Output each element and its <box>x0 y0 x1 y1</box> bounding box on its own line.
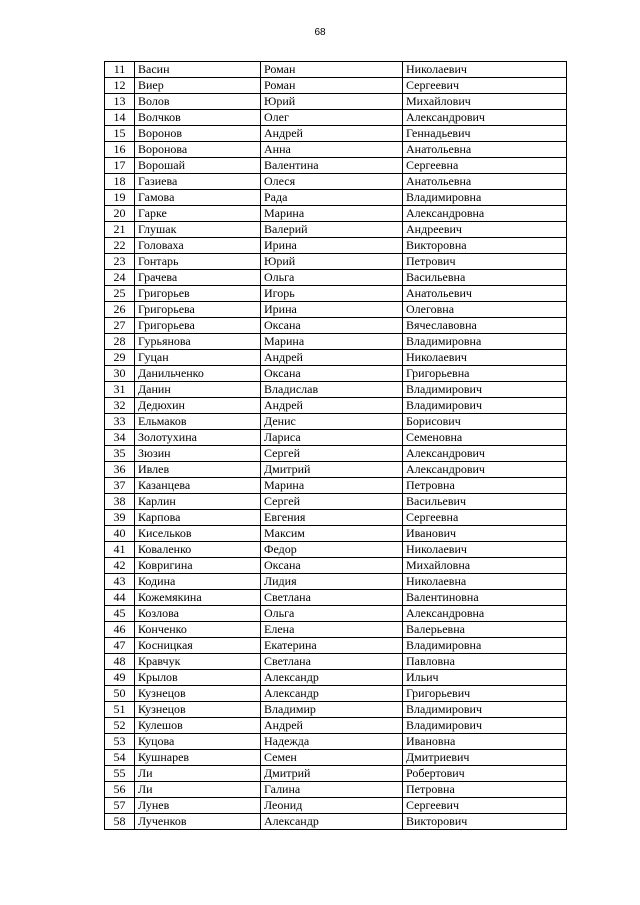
table-row <box>105 638 567 654</box>
row-number-cell: 35 <box>105 446 135 462</box>
row-number-cell: 51 <box>105 702 135 718</box>
row-number-cell: 56 <box>105 782 135 798</box>
row-number-cell: 11 <box>105 62 135 78</box>
row-number-cell: 32 <box>105 398 135 414</box>
patronymic-cell: Петрович <box>403 254 567 270</box>
last-name-cell: Золотухина <box>135 430 261 446</box>
last-name-cell: Газиева <box>135 174 261 190</box>
patronymic-cell: Васильевич <box>403 494 567 510</box>
row-number-cell: 28 <box>105 334 135 350</box>
last-name-cell: Лунев <box>135 798 261 814</box>
patronymic-cell: Семеновна <box>403 430 567 446</box>
last-name-cell: Волов <box>135 94 261 110</box>
row-number-cell: 40 <box>105 526 135 542</box>
last-name-cell: Кузнецов <box>135 702 261 718</box>
first-name-cell: Андрей <box>261 126 403 142</box>
last-name-cell: Кравчук <box>135 654 261 670</box>
row-number-cell: 14 <box>105 110 135 126</box>
row-number-cell: 15 <box>105 126 135 142</box>
patronymic-cell: Васильевна <box>403 270 567 286</box>
last-name-cell: Гарке <box>135 206 261 222</box>
patronymic-cell: Григорьевич <box>403 686 567 702</box>
last-name-cell: Волчков <box>135 110 261 126</box>
patronymic-cell: Олеговна <box>403 302 567 318</box>
patronymic-cell: Викторовна <box>403 238 567 254</box>
first-name-cell: Евгения <box>261 510 403 526</box>
first-name-cell: Андрей <box>261 350 403 366</box>
table-row <box>105 798 567 814</box>
row-number-cell: 25 <box>105 286 135 302</box>
patronymic-cell: Александрович <box>403 462 567 478</box>
last-name-cell: Глушак <box>135 222 261 238</box>
first-name-cell: Ирина <box>261 238 403 254</box>
first-name-cell: Денис <box>261 414 403 430</box>
last-name-cell: Козлова <box>135 606 261 622</box>
first-name-cell: Федор <box>261 542 403 558</box>
row-number-cell: 46 <box>105 622 135 638</box>
patronymic-cell: Владимировна <box>403 638 567 654</box>
patronymic-cell: Сергеевна <box>403 158 567 174</box>
first-name-cell: Сергей <box>261 494 403 510</box>
patronymic-cell: Павловна <box>403 654 567 670</box>
patronymic-cell: Валентиновна <box>403 590 567 606</box>
table-row <box>105 414 567 430</box>
last-name-cell: Ковригина <box>135 558 261 574</box>
table-row <box>105 254 567 270</box>
last-name-cell: Ельмаков <box>135 414 261 430</box>
last-name-cell: Григорьева <box>135 302 261 318</box>
last-name-cell: Карлин <box>135 494 261 510</box>
row-number-cell: 48 <box>105 654 135 670</box>
patronymic-cell: Анатольевна <box>403 142 567 158</box>
first-name-cell: Валентина <box>261 158 403 174</box>
patronymic-cell: Владимировна <box>403 190 567 206</box>
row-number-cell: 57 <box>105 798 135 814</box>
last-name-cell: Воронов <box>135 126 261 142</box>
row-number-cell: 44 <box>105 590 135 606</box>
last-name-cell: Кисельков <box>135 526 261 542</box>
row-number-cell: 26 <box>105 302 135 318</box>
table-row <box>105 750 567 766</box>
patronymic-cell: Николаевна <box>403 574 567 590</box>
first-name-cell: Марина <box>261 478 403 494</box>
last-name-cell: Григорьев <box>135 286 261 302</box>
row-number-cell: 47 <box>105 638 135 654</box>
patronymic-cell: Владимировна <box>403 334 567 350</box>
first-name-cell: Александр <box>261 686 403 702</box>
patronymic-cell: Вячеславовна <box>403 318 567 334</box>
first-name-cell: Оксана <box>261 318 403 334</box>
first-name-cell: Роман <box>261 62 403 78</box>
patronymic-cell: Ильич <box>403 670 567 686</box>
table-row <box>105 686 567 702</box>
patronymic-cell: Ивановна <box>403 734 567 750</box>
row-number-cell: 52 <box>105 718 135 734</box>
table-row <box>105 302 567 318</box>
patronymic-cell: Валерьевна <box>403 622 567 638</box>
last-name-cell: Данильченко <box>135 366 261 382</box>
row-number-cell: 34 <box>105 430 135 446</box>
last-name-cell: Зюзин <box>135 446 261 462</box>
table-row <box>105 622 567 638</box>
first-name-cell: Екатерина <box>261 638 403 654</box>
patronymic-cell: Сергеевич <box>403 78 567 94</box>
row-number-cell: 12 <box>105 78 135 94</box>
table-row <box>105 542 567 558</box>
table-row <box>105 366 567 382</box>
row-number-cell: 27 <box>105 318 135 334</box>
first-name-cell: Оксана <box>261 558 403 574</box>
patronymic-cell: Владимирович <box>403 398 567 414</box>
first-name-cell: Олеся <box>261 174 403 190</box>
first-name-cell: Ольга <box>261 270 403 286</box>
table-row <box>105 398 567 414</box>
first-name-cell: Дмитрий <box>261 766 403 782</box>
first-name-cell: Марина <box>261 334 403 350</box>
patronymic-cell: Дмитриевич <box>403 750 567 766</box>
row-number-cell: 49 <box>105 670 135 686</box>
last-name-cell: Ворошай <box>135 158 261 174</box>
last-name-cell: Казанцева <box>135 478 261 494</box>
table-row <box>105 702 567 718</box>
table-row <box>105 238 567 254</box>
first-name-cell: Роман <box>261 78 403 94</box>
last-name-cell: Лученков <box>135 814 261 830</box>
patronymic-cell: Петровна <box>403 478 567 494</box>
roster-table-body <box>105 62 567 830</box>
first-name-cell: Юрий <box>261 94 403 110</box>
last-name-cell: Гонтарь <box>135 254 261 270</box>
table-row <box>105 142 567 158</box>
patronymic-cell: Александровна <box>403 206 567 222</box>
last-name-cell: Косницкая <box>135 638 261 654</box>
table-row <box>105 590 567 606</box>
table-row <box>105 94 567 110</box>
patronymic-cell: Сергеевна <box>403 510 567 526</box>
patronymic-cell: Робертович <box>403 766 567 782</box>
last-name-cell: Грачева <box>135 270 261 286</box>
first-name-cell: Семен <box>261 750 403 766</box>
table-row <box>105 670 567 686</box>
patronymic-cell: Александрович <box>403 446 567 462</box>
first-name-cell: Оксана <box>261 366 403 382</box>
roster-table <box>104 61 567 830</box>
patronymic-cell: Анатольевна <box>403 174 567 190</box>
row-number-cell: 38 <box>105 494 135 510</box>
last-name-cell: Куцова <box>135 734 261 750</box>
last-name-cell: Кушнарев <box>135 750 261 766</box>
row-number-cell: 29 <box>105 350 135 366</box>
row-number-cell: 23 <box>105 254 135 270</box>
first-name-cell: Надежда <box>261 734 403 750</box>
table-row <box>105 718 567 734</box>
patronymic-cell: Сергеевич <box>403 798 567 814</box>
table-row <box>105 478 567 494</box>
table-row <box>105 110 567 126</box>
first-name-cell: Игорь <box>261 286 403 302</box>
first-name-cell: Андрей <box>261 718 403 734</box>
first-name-cell: Александр <box>261 670 403 686</box>
row-number-cell: 54 <box>105 750 135 766</box>
table-row <box>105 766 567 782</box>
last-name-cell: Конченко <box>135 622 261 638</box>
last-name-cell: Кулешов <box>135 718 261 734</box>
last-name-cell: Кузнецов <box>135 686 261 702</box>
last-name-cell: Кожемякина <box>135 590 261 606</box>
table-row <box>105 814 567 830</box>
row-number-cell: 17 <box>105 158 135 174</box>
last-name-cell: Гамова <box>135 190 261 206</box>
row-number-cell: 45 <box>105 606 135 622</box>
first-name-cell: Светлана <box>261 590 403 606</box>
first-name-cell: Александр <box>261 814 403 830</box>
row-number-cell: 30 <box>105 366 135 382</box>
first-name-cell: Владислав <box>261 382 403 398</box>
last-name-cell: Григорьева <box>135 318 261 334</box>
table-row <box>105 222 567 238</box>
last-name-cell: Головаха <box>135 238 261 254</box>
table-row <box>105 62 567 78</box>
table-row <box>105 574 567 590</box>
first-name-cell: Лариса <box>261 430 403 446</box>
first-name-cell: Светлана <box>261 654 403 670</box>
row-number-cell: 37 <box>105 478 135 494</box>
row-number-cell: 39 <box>105 510 135 526</box>
row-number-cell: 36 <box>105 462 135 478</box>
row-number-cell: 55 <box>105 766 135 782</box>
row-number-cell: 53 <box>105 734 135 750</box>
first-name-cell: Олег <box>261 110 403 126</box>
first-name-cell: Сергей <box>261 446 403 462</box>
row-number-cell: 16 <box>105 142 135 158</box>
first-name-cell: Валерий <box>261 222 403 238</box>
first-name-cell: Рада <box>261 190 403 206</box>
table-row <box>105 126 567 142</box>
first-name-cell: Марина <box>261 206 403 222</box>
table-row <box>105 430 567 446</box>
first-name-cell: Владимир <box>261 702 403 718</box>
table-row <box>105 654 567 670</box>
table-row <box>105 334 567 350</box>
table-row <box>105 494 567 510</box>
row-number-cell: 21 <box>105 222 135 238</box>
patronymic-cell: Владимирович <box>403 718 567 734</box>
last-name-cell: Карпова <box>135 510 261 526</box>
first-name-cell: Елена <box>261 622 403 638</box>
table-row <box>105 606 567 622</box>
table-row <box>105 510 567 526</box>
first-name-cell: Леонид <box>261 798 403 814</box>
row-number-cell: 58 <box>105 814 135 830</box>
last-name-cell: Воронова <box>135 142 261 158</box>
patronymic-cell: Николаевич <box>403 62 567 78</box>
patronymic-cell: Григорьевна <box>403 366 567 382</box>
patronymic-cell: Михайлович <box>403 94 567 110</box>
row-number-cell: 50 <box>105 686 135 702</box>
patronymic-cell: Владимирович <box>403 382 567 398</box>
patronymic-cell: Владимирович <box>403 702 567 718</box>
last-name-cell: Гуцан <box>135 350 261 366</box>
table-row <box>105 734 567 750</box>
first-name-cell: Лидия <box>261 574 403 590</box>
first-name-cell: Андрей <box>261 398 403 414</box>
row-number-cell: 31 <box>105 382 135 398</box>
last-name-cell: Дедюхин <box>135 398 261 414</box>
last-name-cell: Васин <box>135 62 261 78</box>
last-name-cell: Виер <box>135 78 261 94</box>
last-name-cell: Гурьянова <box>135 334 261 350</box>
table-row <box>105 318 567 334</box>
patronymic-cell: Андреевич <box>403 222 567 238</box>
table-row <box>105 350 567 366</box>
row-number-cell: 22 <box>105 238 135 254</box>
patronymic-cell: Геннадьевич <box>403 126 567 142</box>
table-row <box>105 286 567 302</box>
last-name-cell: Ивлев <box>135 462 261 478</box>
patronymic-cell: Александровна <box>403 606 567 622</box>
last-name-cell: Ли <box>135 766 261 782</box>
row-number-cell: 41 <box>105 542 135 558</box>
table-row <box>105 382 567 398</box>
table-row <box>105 526 567 542</box>
row-number-cell: 19 <box>105 190 135 206</box>
first-name-cell: Галина <box>261 782 403 798</box>
row-number-cell: 20 <box>105 206 135 222</box>
table-row <box>105 446 567 462</box>
patronymic-cell: Николаевич <box>403 350 567 366</box>
row-number-cell: 13 <box>105 94 135 110</box>
row-number-cell: 24 <box>105 270 135 286</box>
patronymic-cell: Александрович <box>403 110 567 126</box>
row-number-cell: 33 <box>105 414 135 430</box>
first-name-cell: Анна <box>261 142 403 158</box>
patronymic-cell: Иванович <box>403 526 567 542</box>
first-name-cell: Максим <box>261 526 403 542</box>
table-row <box>105 190 567 206</box>
page-number: 68 <box>314 27 326 38</box>
table-row <box>105 270 567 286</box>
last-name-cell: Коваленко <box>135 542 261 558</box>
row-number-cell: 18 <box>105 174 135 190</box>
row-number-cell: 42 <box>105 558 135 574</box>
first-name-cell: Ирина <box>261 302 403 318</box>
patronymic-cell: Петровна <box>403 782 567 798</box>
patronymic-cell: Викторович <box>403 814 567 830</box>
table-row <box>105 158 567 174</box>
patronymic-cell: Михайловна <box>403 558 567 574</box>
first-name-cell: Дмитрий <box>261 462 403 478</box>
last-name-cell: Ли <box>135 782 261 798</box>
table-row <box>105 558 567 574</box>
table-row <box>105 782 567 798</box>
last-name-cell: Крылов <box>135 670 261 686</box>
first-name-cell: Ольга <box>261 606 403 622</box>
patronymic-cell: Анатольевич <box>403 286 567 302</box>
table-row <box>105 462 567 478</box>
last-name-cell: Данин <box>135 382 261 398</box>
patronymic-cell: Борисович <box>403 414 567 430</box>
row-number-cell: 43 <box>105 574 135 590</box>
table-row <box>105 78 567 94</box>
table-row <box>105 174 567 190</box>
last-name-cell: Кодина <box>135 574 261 590</box>
first-name-cell: Юрий <box>261 254 403 270</box>
table-row <box>105 206 567 222</box>
patronymic-cell: Николаевич <box>403 542 567 558</box>
